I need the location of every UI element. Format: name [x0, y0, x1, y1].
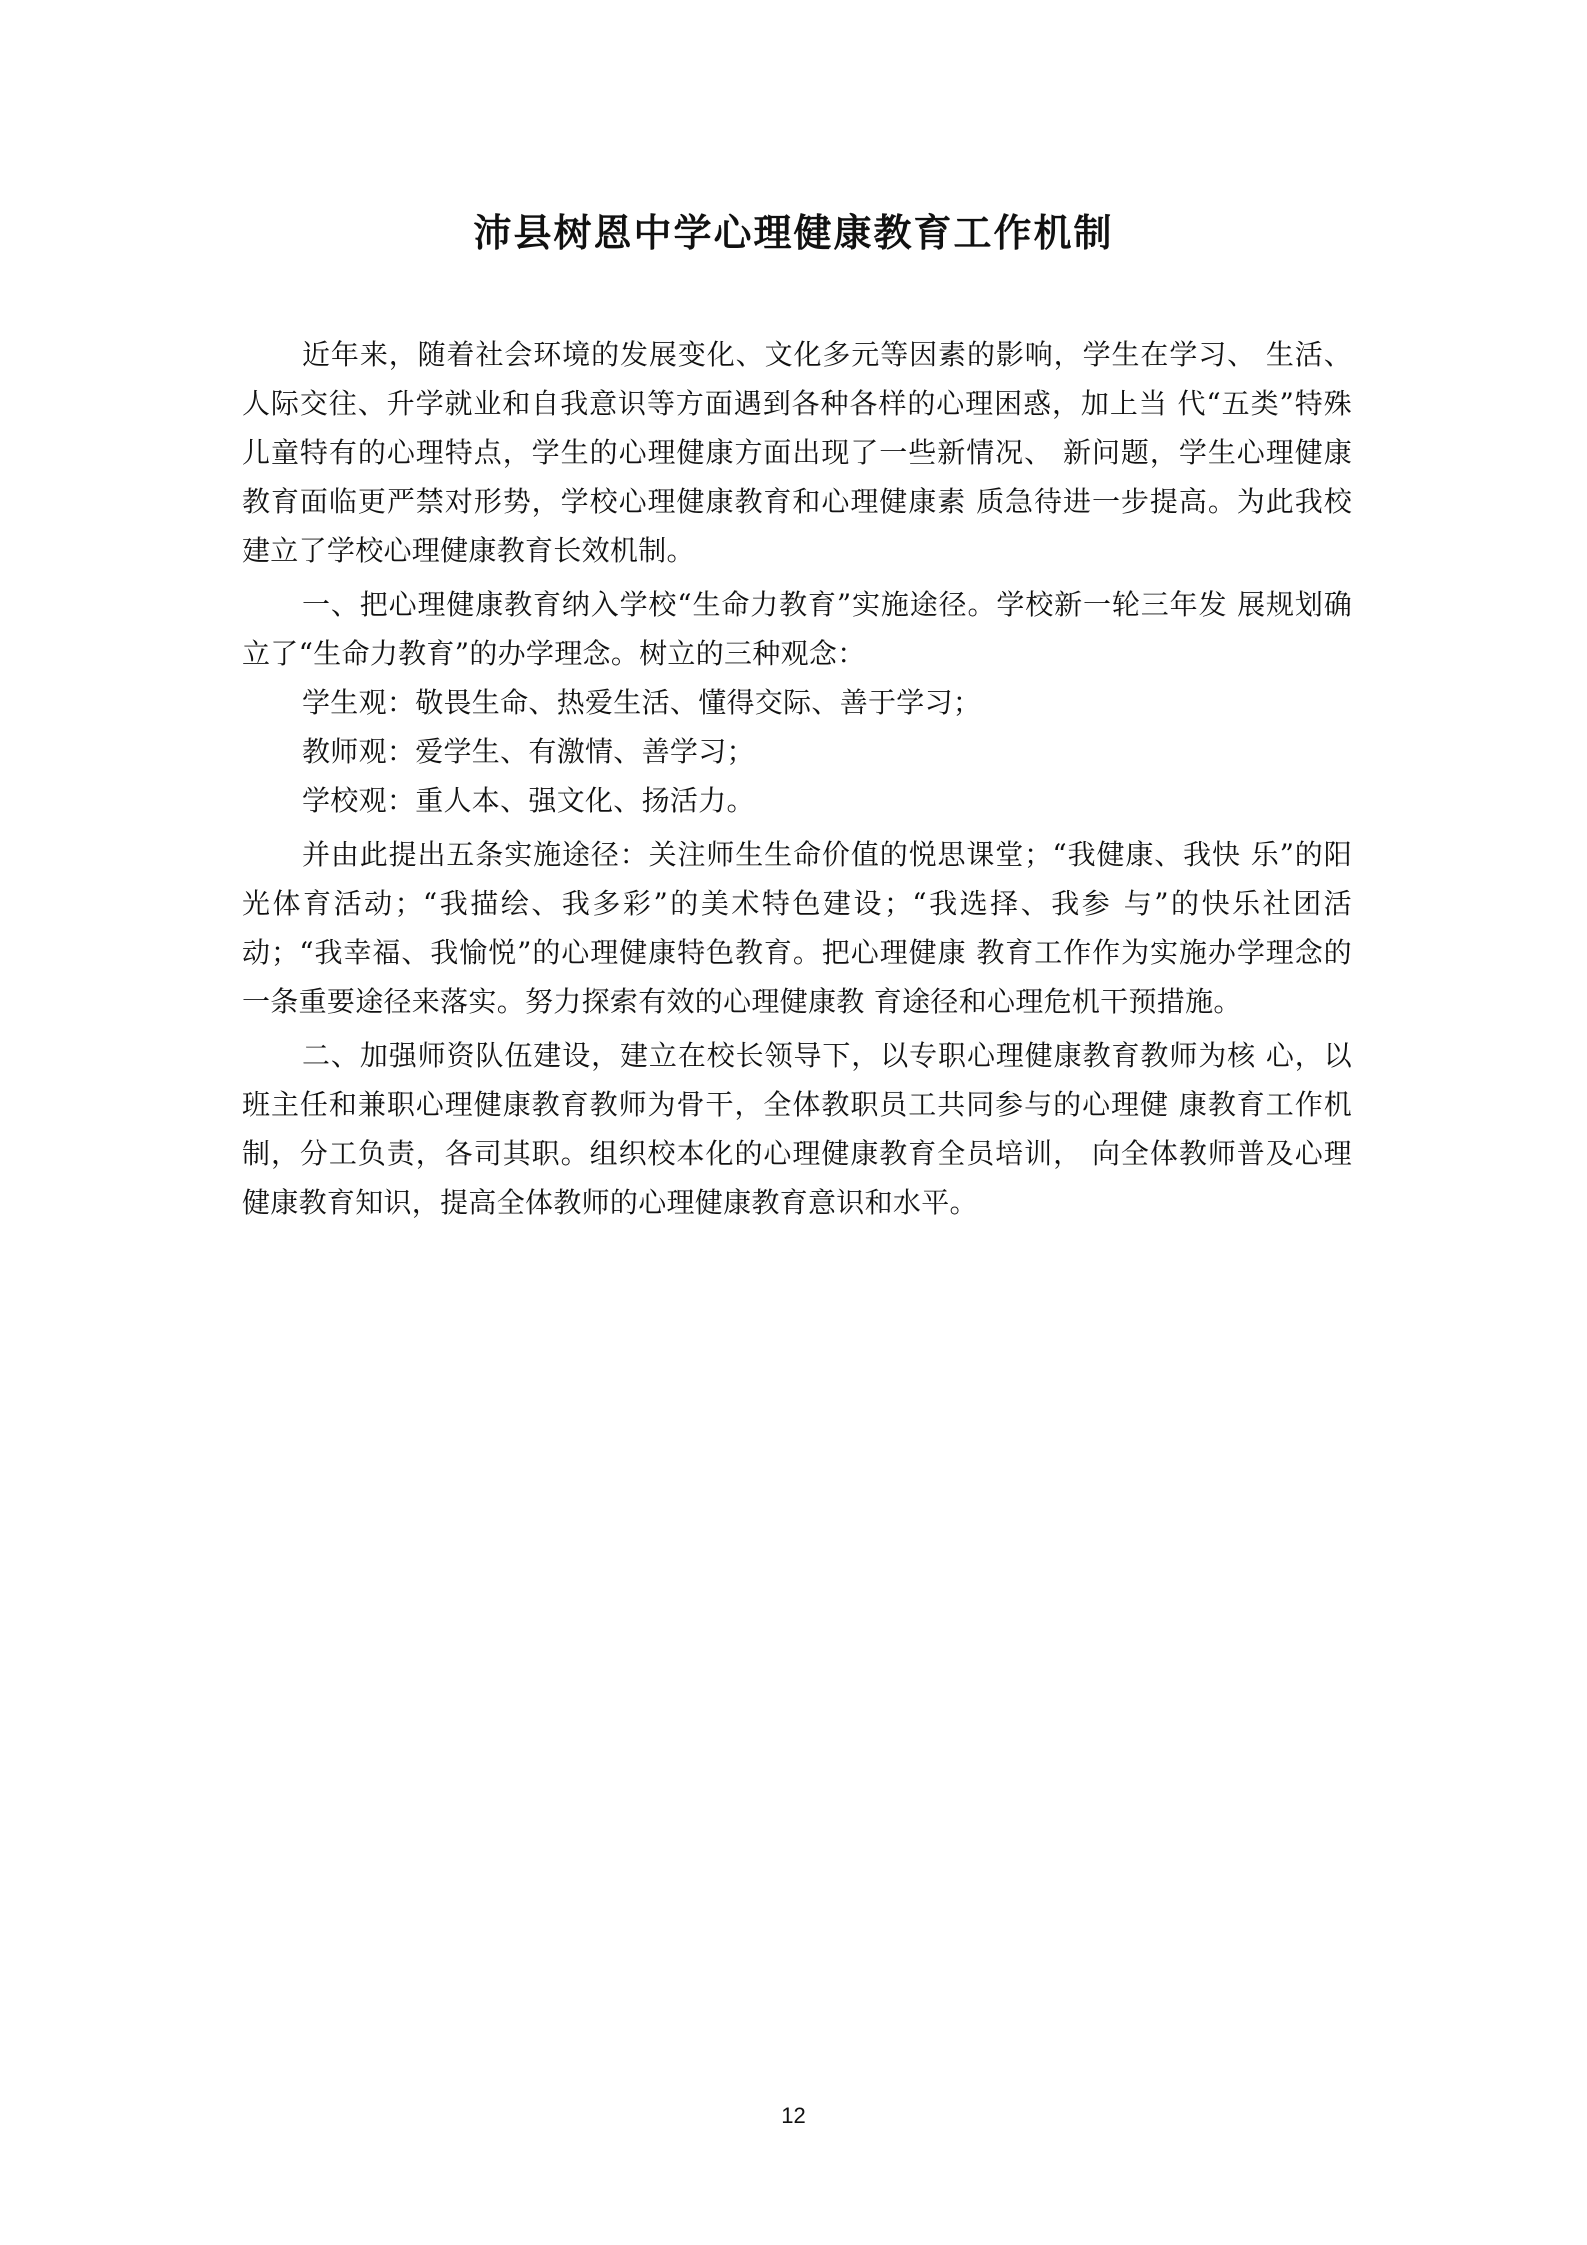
- paragraph-section-two: 二、加强师资队伍建设，建立在校长领导下，以专职心理健康教育教师为核 心，以班主任和兼职心理健康教育教师为骨干，全体教职员工共同参与的心理健 康教育工作机制，分工负责，各司其职。组织校本化的心理健康教育全员培训， 向全体教师普及心理健康教育知识，提高全体教师的心理健康教育意识和水平。: [242, 1039, 1352, 1219]
- paragraph-section-one: 一、把心理健康教育纳入学校“生命力教育”实施途径。学校新一轮三年发 展规划确立了“生命力教育”的办学理念。树立的三种观念：: [242, 588, 1352, 670]
- paragraph-intro: 近年来，随着社会环境的发展变化、文化多元等因素的影响，学生在学习、 生活、人际交往、升学就业和自我意识等方面遇到各种各样的心理困惑，加上当 代“五类”特殊儿童特有的心理特点，学生的心理健康方面出现了一些新情况、 新问题，学生心理健康教育面临更严禁对形势，学校心理健康教育和心理健康素 质急待进一步提高。为此我校建立了学校心理健康教育长效机制。: [242, 338, 1352, 567]
- page-number: 12: [781, 2103, 806, 2128]
- paragraph-teacher-view: 教师观：爱学生、有激情、善学习；: [302, 735, 755, 768]
- paragraph-student-view: 学生观：敬畏生命、热爱生活、懂得交际、善于学习；: [302, 686, 982, 719]
- paragraph-five-approaches: 并由此提出五条实施途径：关注师生生命价值的悦思课堂；“我健康、我快 乐”的阳光体育活动；“我描绘、我多彩”的美术特色建设；“我选择、我参 与”的快乐社团活动；“我幸福、我愉悦”的心理健康特色教育。把心理健康 教育工作作为实施办学理念的一条重要途径来落实。努力探索有效的心理健康教 育途径和心理危机干预措施。: [242, 838, 1352, 1018]
- document-body: [242, 330, 1352, 1227]
- paragraph-school-view: 学校观：重人本、强文化、扬活力。: [302, 784, 755, 817]
- page-title: 沛县树恩中学心理健康教育工作机制: [473, 210, 1114, 255]
